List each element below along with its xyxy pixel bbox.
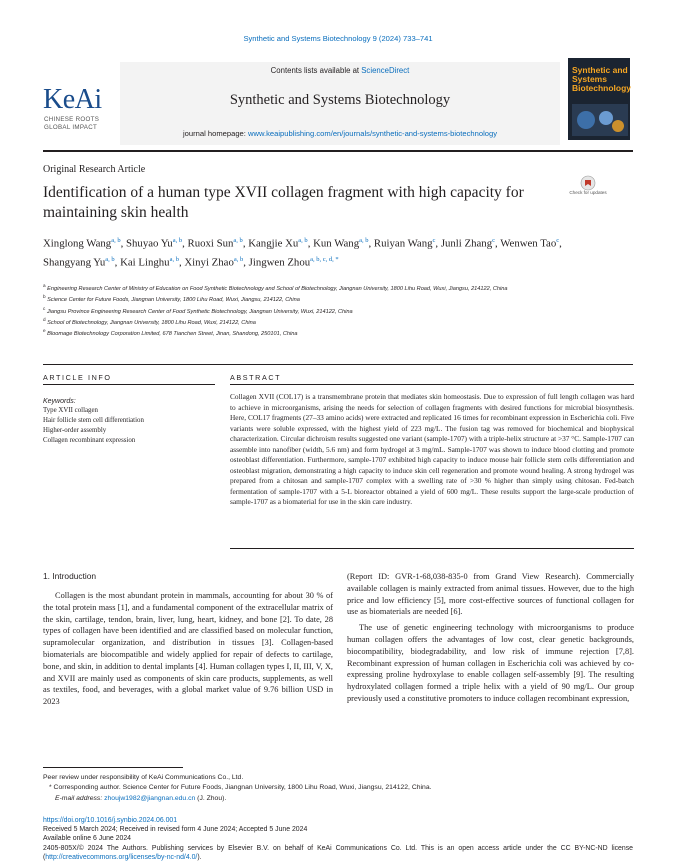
author-affiliation-marker[interactable]: a, b xyxy=(233,237,243,244)
keai-tagline xyxy=(44,116,99,132)
intro-paragraph-1: Collagen is the most abundant protein in mammals, accounting for about 30 % of the total protein mass [1], and a fundamental component of the extracellular matrix of the skin, cartilage, tendon, brain, liver, lung, heart, kidney, and bone [2]. To date, 28 types of collagen have been identified and are classified based on molecular function, supramolecular organization, and distribution in tissues [3]. Collagen-based biomaterials are biocompatible and widely applied for repair of defects to cartilage, bone, and skin, in addition to dental implants [4]. Human collagen types I, II, III, V, X, and XVII are mainly used as components of skin care products, supplements, as well as textiles, food, and beverages, with a global market value of 9.76 billion USD in 2023 xyxy=(43,591,333,707)
author-name[interactable]: Wenwen Tao xyxy=(500,237,557,250)
author-affiliation-marker[interactable]: a, b xyxy=(172,237,183,244)
author-affiliation-marker[interactable]: c xyxy=(432,237,436,244)
email-label: E-mail address: xyxy=(55,794,105,802)
journal-title: Synthetic and Systems Biotechnology xyxy=(229,92,451,108)
author-name[interactable]: Ruiyan Wang xyxy=(373,237,433,250)
author-affiliation-marker[interactable]: a, b xyxy=(298,237,308,244)
article-info-heading: ARTICLE INFO xyxy=(43,373,112,382)
author-name[interactable]: Shuyao Yu xyxy=(126,237,173,250)
journal-homepage xyxy=(120,129,560,138)
affiliation xyxy=(43,316,603,327)
author-affiliation-marker[interactable]: a, b xyxy=(111,237,121,244)
affiliation xyxy=(43,327,603,338)
license-link[interactable]: http://creativecommons.org/licenses/by-nc-nd/4.0/ xyxy=(45,853,198,861)
author-affiliation-marker[interactable]: a, b, c, d, * xyxy=(310,256,339,264)
author-affiliation-marker[interactable]: c xyxy=(492,237,495,244)
affiliation-marker: b xyxy=(43,294,46,300)
cover-graphic-icon xyxy=(572,104,628,136)
received-dates: Received 5 March 2024; Received in revised form 4 June 2024; Accepted 5 June 2024 xyxy=(43,826,308,834)
email-note xyxy=(43,794,633,804)
introduction-heading: 1. Introduction xyxy=(43,571,97,581)
keyword: Type XVII collagen xyxy=(43,407,99,414)
affiliation-marker: c xyxy=(43,305,46,311)
article-info-rule xyxy=(43,384,215,385)
author-name[interactable]: Xinglong Wang xyxy=(43,237,112,250)
author-affiliation-marker[interactable]: a, b xyxy=(233,256,244,264)
homepage-link[interactable]: www.keaipublishing.com/en/journals/synthetic-and-systems-biotechnology xyxy=(247,129,498,138)
author-name[interactable]: Kai Linghu xyxy=(120,256,170,269)
affiliation-list xyxy=(43,282,603,338)
affiliation-text: Engineering Research Center of Ministry of Education on Food Synthetic Biotechnology and School of Biotechnology, Jiangnan University, 1800 Lihu Road, Wuxi, Jiangsu, 214122, China xyxy=(45,285,508,292)
author-name[interactable]: Ruoxi Sun xyxy=(187,237,234,250)
abstract-bottom-rule xyxy=(230,548,634,549)
footnote-rule xyxy=(43,767,183,768)
author-list: Xinglong Wang$^{a, b}$, Shuyao Yu$^{a, b}$, Ruoxi Sun$^{a, b}$, Kangjie Xu$^{a, b}$, Kun Wang$^{a, b}$, Ruiyan Wang$^c$, Junli Zhang$^c$, Wenwen Tao$^c$, Shangyang Yu$^{a, b}$, Kai Linghu$^{a, b}$, Xinyi Zhao$^{a, b}$, Jingwen Zhou$^{a, b, c, d, *}$ xyxy=(43,237,562,269)
intro-right-column xyxy=(347,571,634,705)
affiliation-text: School of Biotechnology, Jiangnan University, 1800 Lihu Road, Wuxi, 214122, China xyxy=(45,319,256,326)
publication-info xyxy=(43,816,633,862)
author-affiliation-marker[interactable]: a, b xyxy=(105,256,115,264)
journal-reference[interactable]: Synthetic and Systems Biotechnology 9 (2024) 733–741 xyxy=(243,34,433,43)
contents-line xyxy=(120,66,560,75)
keyword: Hair follicle stem cell differentiation xyxy=(43,416,144,424)
available-online: Available online 6 June 2024 xyxy=(43,835,131,843)
article-title: Identification of a human type XVII collagen fragment with high capacity for maintaining skin health xyxy=(43,184,524,221)
abstract-text: Collagen XVII (COL17) is a transmembrane protein that mediates skin homeostasis. Due to expression of full length collagen was hard to achieve in microorganisms, arising the needs for selection of collagen fragments with desired functions for microbial biosynthesis. Here, COL17 fragments (27–33 amino acids) were extracted and replicated 16 times for recombinant expression in Escherichia coli. Five variants were soluble expressed, with the highest yield of 223 mg/L. The fusion tag was removed for biochemical and biophysical characterization. Circular dichroism results suggested one variant (sample-1707) with a triple-helix structure at >37 °C. Sample-1707 can assemble into nanofiber (width, 5.6 nm) and form hydrogel at 3 mg/mL. Sample-1707 was shown to induce blood clotting and promote osteoblast differentiation. Furthermore, sample-1707 exhibited high capacity to induce mouse hair follicle stem cells differentiation and osteoblast migration, demonstrating a high capacity to induce skin cell regeneration and promote wound healing. A strong hydrogel was prepared from a chitosan and sample-1707 complex with a swelling rate of >30 % higher than simply using chitosan. Fed-batch fermentation of sample-1707 with a 5-L bioreactor obtained a yield of 600 mg/L. These results support the large-scale production of sample-1707 as a biomaterial for use in the skin care industry. xyxy=(230,392,634,506)
copyright-notice xyxy=(43,844,633,862)
affiliation-text: Jiangsu Province Engineering Research Center of Food Synthetic Biotechnology, Jiangnan University, Wuxi, 214122, China xyxy=(45,308,353,315)
doi-link[interactable]: https://doi.org/10.1016/j.synbio.2024.06.001 xyxy=(43,817,178,824)
intro-left-column xyxy=(43,590,333,708)
keywords-label: Keywords: xyxy=(43,398,76,405)
author-name[interactable]: Kangjie Xu xyxy=(248,237,299,250)
affiliation-text: Science Center for Future Foods, Jiangnan University, 1800 Lihu Road, Wuxi, Jiangsu, 214122, China xyxy=(45,297,300,304)
author-affiliation-marker[interactable]: a, b xyxy=(359,237,369,244)
author-name[interactable]: Xinyi Zhao xyxy=(184,256,234,269)
header-rule xyxy=(43,150,633,152)
footnotes xyxy=(43,773,633,804)
author-affiliation-marker[interactable]: a, b xyxy=(169,256,179,264)
abstract-heading: ABSTRACT xyxy=(230,373,282,382)
article-type: Original Research Article xyxy=(43,164,146,175)
keai-tagline-2: GLOBAL IMPACT xyxy=(44,124,98,131)
keyword: Collagen recombinant expression xyxy=(43,436,136,444)
author-name[interactable]: Kun Wang xyxy=(313,237,360,250)
affiliation-marker: e xyxy=(43,328,46,334)
email-suffix: (J. Zhou). xyxy=(195,794,227,802)
cover-title: Synthetic and Systems Biotechnology xyxy=(572,65,632,93)
affiliation xyxy=(43,305,603,316)
keywords-list xyxy=(43,406,144,446)
corresponding-author-note: * Corresponding author. Science Center for Future Foods, Jiangnan University, 1800 Lihu Road, Wuxi, Jiangsu, 214122, China. xyxy=(49,784,432,792)
keai-tagline-1: CHINESE ROOTS xyxy=(44,116,100,123)
affiliation xyxy=(43,282,603,293)
abstract-rule xyxy=(230,384,634,385)
keai-logo: KeAi xyxy=(43,84,102,115)
homepage-prefix: journal homepage: xyxy=(182,129,248,138)
author-name[interactable]: Jingwen Zhou xyxy=(248,256,311,269)
copyright-end: ). xyxy=(197,853,202,861)
copyright-text: 2405-805X/© 2024 The Authors. Publishing services by Elsevier B.V. on behalf of KeAi Communications Co. Ltd. This is an open access article under the CC BY-NC-ND license ( xyxy=(43,844,633,861)
intro-paragraph-1-cont: (Report ID: GVR-1-68,038-835-0 from Grand View Research). Commercially available collagen is mainly extracted from animal tissues. However, due to the high price and low efficiency [5], more cost-effective sources of functional collagen for use as biomaterials are needed [6]. xyxy=(347,572,634,617)
affiliation-text: Bloomage Biotechnology Corporation Limited, 678 Tianchen Street, Jinan, Shandong, 250101, China xyxy=(45,330,298,337)
author-affiliation-marker[interactable]: c xyxy=(556,237,560,244)
intro-paragraph-2: The use of genetic engineering technology with microorganisms to produce human collagen offers the advantages of low cost, clear genetic backgrounds, biocompatibility, biodegradability, and low risk of immune rejection [7,8]. Recombinant expression of human collagen in Escherichia coli was achieved by co-expressing proline hydroxylase to enable collagen self-assembly [9]. The resulting hydroxylated collagen formed a triple helix with a yield of 90 mg/L. Our group previously used a constitutive promoters to induce collagen recombinant expression, xyxy=(347,623,634,703)
section-rule xyxy=(43,364,633,365)
check-for-updates-label[interactable]: Check for updates xyxy=(569,190,607,195)
sciencedirect-link[interactable]: ScienceDirect xyxy=(361,66,410,75)
email-link[interactable]: zhoujw1982@jiangnan.edu.cn xyxy=(104,794,196,802)
affiliation xyxy=(43,293,603,304)
keyword: Higher-order assembly xyxy=(43,426,107,434)
author-name[interactable]: Shangyang Yu xyxy=(43,256,106,269)
affiliation-marker: a xyxy=(43,283,46,288)
affiliation-marker: d xyxy=(43,316,46,322)
contents-prefix: Contents lists available at xyxy=(270,66,362,75)
author-name[interactable]: Junli Zhang xyxy=(440,237,493,250)
peer-review-note: Peer review under responsibility of KeAi Communications Co., Ltd. xyxy=(43,774,244,781)
